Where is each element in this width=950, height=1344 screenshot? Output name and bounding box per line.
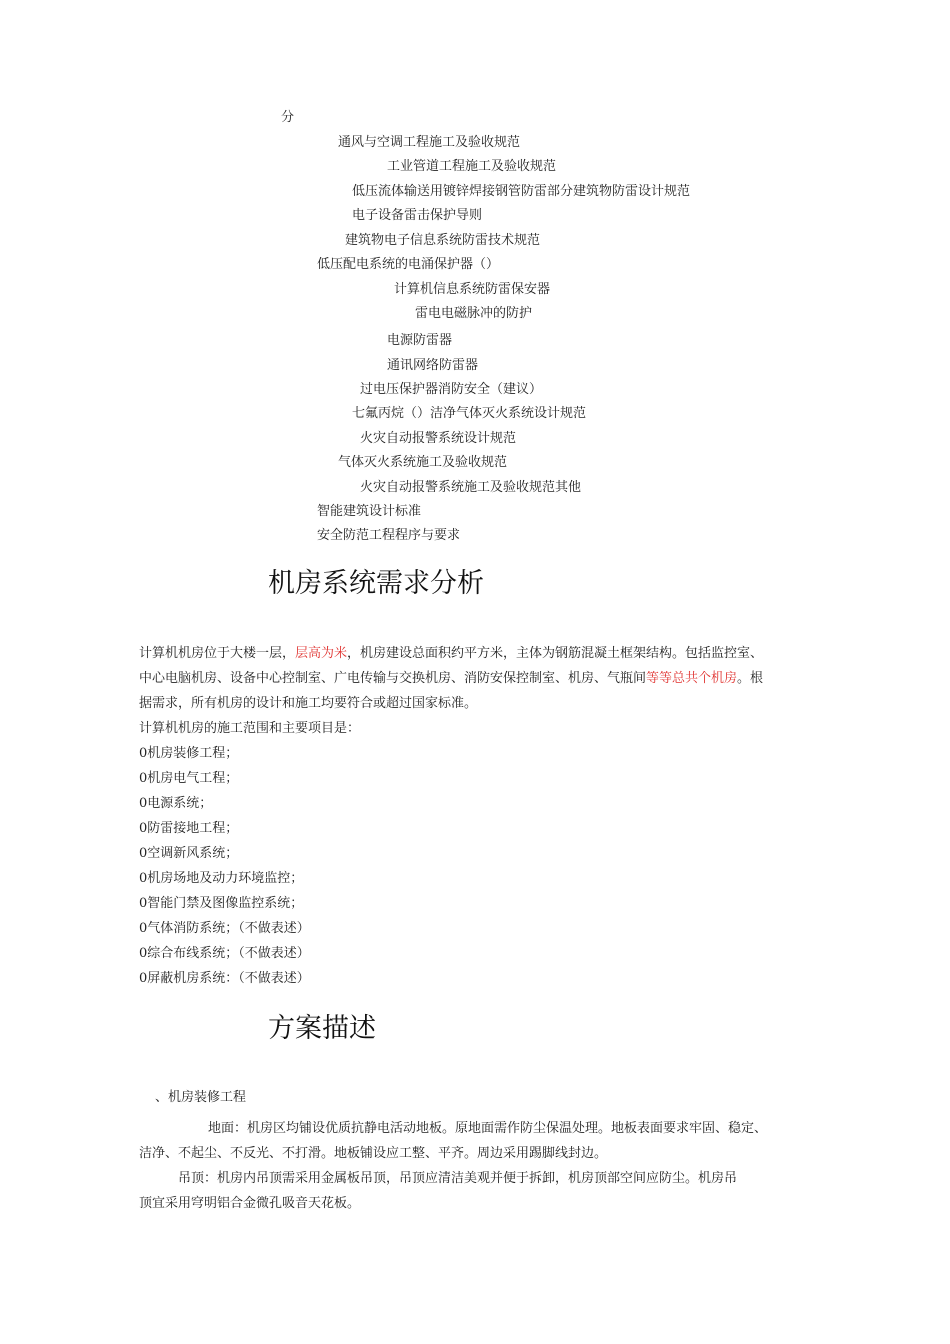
highlight-text: 层高为米 [295, 646, 348, 661]
list-item: 0屏蔽机房系统：（不做表述） [139, 971, 310, 986]
list-item: 低压配电系统的电涌保护器（） [317, 257, 500, 272]
subsection-title: 、机房装修工程 [155, 1090, 247, 1105]
list-item: 过电压保护器消防安全（建议） [360, 382, 543, 397]
list-item: 电子设备雷击保护导则 [352, 208, 483, 223]
list-item: 电源防雷器 [387, 333, 453, 348]
list-item: 七氟丙烷（）洁净气体灭火系统设计规范 [352, 406, 587, 421]
list-item: 0机房电气工程； [139, 771, 239, 786]
paragraph-line: 洁净、不起尘、不反光、不打滑。地板铺设应工整、平齐。周边采用踢脚线封边。 [139, 1146, 608, 1161]
paragraph-line: 地面：机房区均铺设优质抗静电活动地板。原地面需作防尘保温处理。地板表面要求牢固、稳定、 [208, 1121, 768, 1136]
list-item: 0机房装修工程； [139, 746, 239, 761]
section-heading: 机房系统需求分析 [268, 568, 484, 599]
list-item: 建筑物电子信息系统防雷技术规范 [345, 233, 541, 248]
paragraph-line: 顶宜采用穹明铝合金微孔吸音天花板。 [139, 1196, 361, 1211]
list-item: 0气体消防系统；（不做表述） [139, 921, 310, 936]
list-item: 低压流体输送用镀锌焊接钢管防雷部分建筑物防雷设计规范 [352, 184, 691, 199]
list-item: 气体灭火系统施工及验收规范 [338, 455, 508, 470]
paragraph-line [139, 641, 763, 666]
paragraph-line: 据需求，所有机房的设计和施工均要符合或超过国家标准。 [139, 696, 478, 711]
text: 。根 [737, 671, 764, 686]
list-item: 雷电电磁脉冲的防护 [415, 306, 533, 321]
paragraph-line: 吊顶：机房内吊顶需采用金属板吊顶，吊顶应清洁美观并便于拆卸，机房顶部空间应防尘。机房吊 [178, 1171, 738, 1186]
list-item: 火灾自动报警系统施工及验收规范其他 [360, 480, 582, 495]
list-item: 计算机信息系统防雷保安器 [394, 282, 551, 297]
list-item: 火灾自动报警系统设计规范 [360, 431, 517, 446]
list-item: 0防雷接地工程； [139, 821, 239, 836]
list-item: 0电源系统； [139, 796, 213, 811]
text: ，机房建设总面积约平方米，主体为钢筋混凝土框架结构。包括监控室、 [347, 646, 764, 661]
list-item: 0机房场地及动力环境监控； [139, 871, 304, 886]
highlight-text: 等等总共个机房 [646, 671, 738, 686]
paragraph-line [139, 666, 763, 691]
list-item: 通讯网络防雷器 [387, 358, 479, 373]
list-item: 0综合布线系统；（不做表述） [139, 946, 310, 961]
list-item: 智能建筑设计标准 [317, 504, 422, 519]
scope-title: 计算机机房的施工范围和主要项目是： [139, 721, 361, 736]
list-item: 0空调新风系统； [139, 846, 239, 861]
list-item: 0智能门禁及图像监控系统； [139, 896, 304, 911]
list-item: 通风与空调工程施工及验收规范 [338, 135, 521, 150]
text: 中心电脑机房、设备中心控制室、广电传输与交换机房、消防安保控制室、机房、气瓶间 [139, 671, 647, 686]
list-item: 分 [281, 110, 295, 125]
list-item: 工业管道工程施工及验收规范 [387, 159, 557, 174]
list-item: 安全防范工程程序与要求 [317, 528, 461, 543]
text: 计算机机房位于大楼一层， [139, 646, 296, 661]
section-heading: 方案描述 [268, 1013, 376, 1044]
